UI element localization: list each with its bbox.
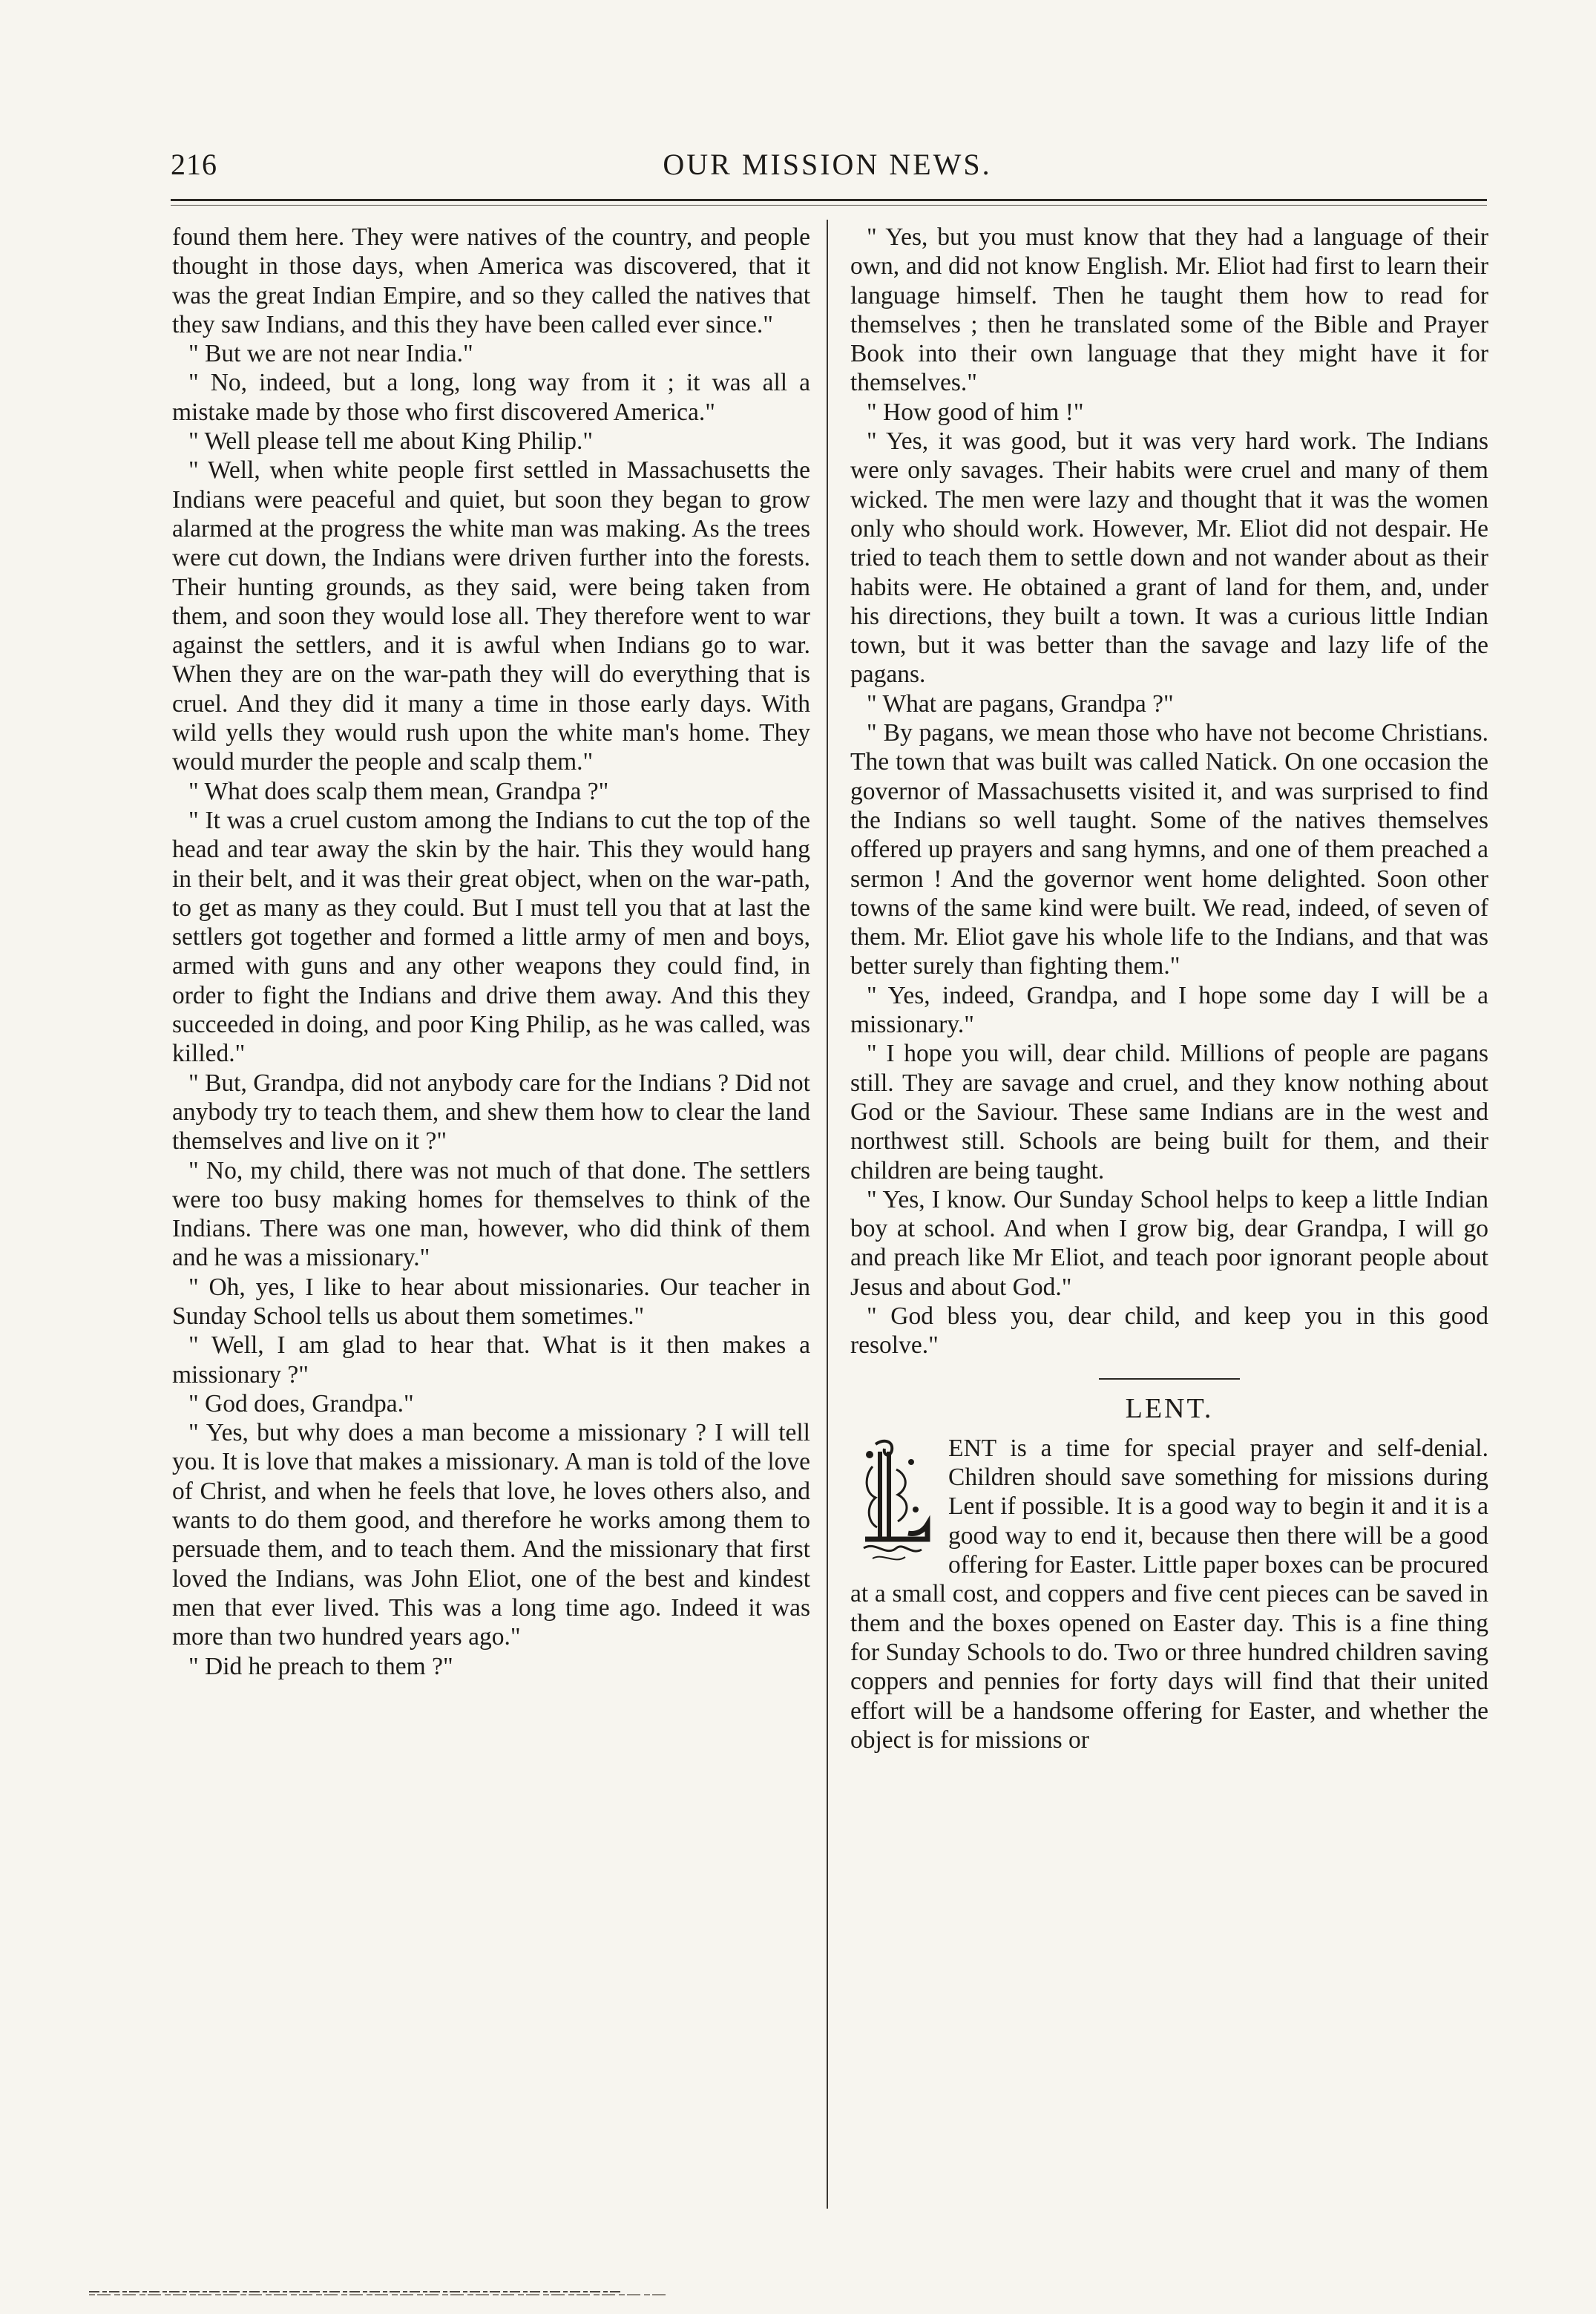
paragraph: " Oh, yes, I like to hear about missionaries. Our teacher in Sunday School tells us about them sometimes." xyxy=(172,1273,810,1330)
paragraph: " But, Grandpa, did not anybody care for the Indians ? Did not anybody try to teach them, and shew them how to clear the land themselves and live on it ?" xyxy=(172,1069,810,1156)
column-divider xyxy=(827,220,828,2209)
paragraph: " Yes, but you must know that they had a language of their own, and did not know English. Mr. Eliot had first to learn their language himself. Then he taught them how to read for themselves ; then he translated some of the Bible and Prayer Book into their own language that they might have it for themselves." xyxy=(850,223,1488,397)
paragraph: " What are pagans, Grandpa ?" xyxy=(867,689,1174,718)
lent-paragraph: ENT is a time for special prayer and self-denial. Children should save something for missions during Lent if possible. It is a good way to begin it and it is a good way to end it, because then there will be a good offering for Easter. Little paper boxes can be procured at a small cost, and coppers and five cent pieces can be saved in them and the boxes opened on Easter day. This is a fine thing for Sunday Schools to do. Two or three hundred children saving coppers and pennies for forty days will find that their united effort will be a handsome offering for Easter, and whether the object is for missions or xyxy=(850,1434,1488,1754)
paragraph: " How good of him !" xyxy=(867,398,1084,426)
ornamental-initial-icon xyxy=(850,1437,938,1567)
paragraph: " Well, I am glad to hear that. What is it then makes a missionary ?" xyxy=(172,1331,810,1389)
paragraph: " By pagans, we mean those who have not become Christians. The town that was built was called Natick. On one occasion the governor of Massachusetts visited it, and was surprised to find the Indians so well taught. Some of the natives themselves offered up prayers and sang hymns, and one of them preached a sermon ! And the governor went home delighted. Soon other towns of the same kind were built. We read, indeed, of seven of them. Mr. Eliot gave his whole life to the Indians, and that was better surely than fighting them." xyxy=(850,719,1488,980)
paragraph: " God bless you, dear child, and keep you in this good resolve." xyxy=(850,1302,1488,1360)
bottom-ornamental-rule xyxy=(89,2290,742,2296)
paragraph: " Well please tell me about King Philip." xyxy=(188,427,594,456)
header-rule-thin xyxy=(171,205,1487,206)
paragraph: " God does, Grandpa." xyxy=(188,1389,414,1417)
paragraph: " It was a cruel custom among the Indians to cut the top of the head and tear away the skin by the hair. This they would hang in their belt, and it was their great object, when on the war-path, to get as many as they could. But I must tell you that at last the settlers got together and formed a little army of men and boys, armed with guns and any other weapons they could find, in order to fight the Indians and drive them away. And this they succeeded in doing, and poor King Philip, as he was called, was killed." xyxy=(172,806,810,1068)
section-separator xyxy=(1099,1378,1240,1380)
paragraph: " Yes, indeed, Grandpa, and I hope some day I will be a missionary." xyxy=(850,981,1488,1039)
paragraph: found them here. They were natives of the country, and people thought in those days, when America was discovered, that it was the great Indian Empire, and so they called the natives that they saw Indians, and this they have been called ever since." xyxy=(172,223,810,338)
drop-cap-ornament xyxy=(850,1437,938,1567)
page-number: 216 xyxy=(171,148,217,181)
page-header xyxy=(171,147,1484,191)
paragraph: " Well, when white people first settled in Massachusetts the Indians were peaceful and quiet, but soon they began to grow alarmed at the progress the white man was making. As the trees were cut down, the Indians were driven further into the forests. Their hunting grounds, as they said, were being taken from them, and soon they would lose all. They therefore went to war against the settlers, and it is awful when Indians go to war. When they are on the war-path they will do everything that is cruel. And they did it many a time in those early days. With wild yells they would rush upon the white man's home. They would murder the people and scalp them." xyxy=(172,456,810,776)
paragraph: " Yes, but why does a man become a missionary ? I will tell you. It is love that makes a missionary. A man is told of the love of Christ, and when he feels that love, he loves others also, and wants to do them good, and therefore he works among them to persuade them, and to teach them. And the missionary that first loved the Indians, was John Eliot, one of the best and kindest men that ever lived. This was a long time ago. Indeed it was more than two hundred years ago." xyxy=(172,1419,810,1651)
journal-title: OUR MISSION NEWS. xyxy=(663,148,992,181)
paragraph: " Yes, it was good, but it was very hard work. The Indians were only savages. Their habits were cruel and many of them wicked. The men were lazy and thought that it was the women only who should work. However, Mr. Eliot did not despair. He tried to teach them to settle down and not wander about as their habits were. He obtained a grant of land for them, and, under his directions, they built a town. It was a curious little Indian town, but it was better than the savage and lazy life of the pagans. xyxy=(850,427,1488,689)
right-column xyxy=(850,223,1488,1754)
paragraph: " I hope you will, dear child. Millions of people are pagans still. They are savage and cruel, and they know nothing about God or the Saviour. These same Indians are in the west and northwest still. Schools are being built for them, and their children are being taught. xyxy=(850,1040,1488,1184)
header-rule xyxy=(171,199,1487,201)
paragraph: " But we are not near India." xyxy=(188,340,473,368)
paragraph: " Did he preach to them ?" xyxy=(188,1652,453,1680)
paragraph: " No, indeed, but a long, long way from it ; it was all a mistake made by those who first discovered America." xyxy=(172,369,810,426)
paragraph: " No, my child, there was not much of that done. The settlers were too busy making homes for themselves to think of the Indians. There was one man, however, who did think of them and he was a missionary." xyxy=(172,1156,810,1272)
paragraph: " What does scalp them mean, Grandpa ?" xyxy=(188,777,609,805)
section-title-lent: LENT. xyxy=(1125,1392,1214,1424)
paragraph: " Yes, I know. Our Sunday School helps to keep a little Indian boy at school. And when I grow big, dear Grandpa, I will go and preach like Mr Eliot, and teach poor ignorant people about Jesus and about God." xyxy=(850,1185,1488,1301)
lent-section xyxy=(850,1434,1488,1754)
left-column xyxy=(172,223,810,1681)
